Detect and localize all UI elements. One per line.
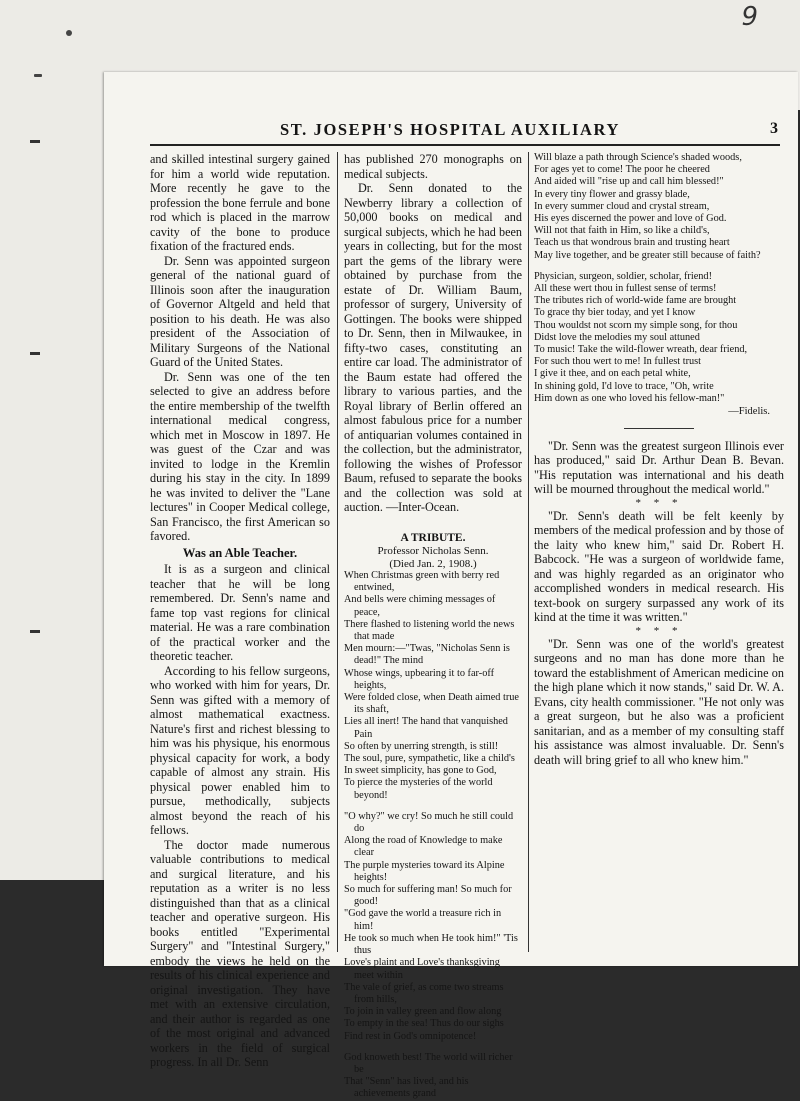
poem-line: When Christmas green with berry red entwined, — [344, 570, 500, 594]
section-subhead: Was an Able Teacher. — [182, 545, 298, 560]
poem-line: "O why?" we cry! So much he still could do — [344, 810, 514, 835]
poem-line: Will not that faith in Him, so like a child's, — [534, 225, 710, 237]
poem-title: A TRIBUTE. — [400, 531, 466, 544]
poem-line: Thou wouldst not scorn my simple song, for thou — [534, 319, 738, 331]
poem-line: Men mourn:—"Twas, "Nicholas Senn is dead!" The mind — [344, 643, 510, 667]
margin-tick — [30, 630, 40, 633]
poem-line: God knoweth best! The world will richer be — [344, 1051, 513, 1075]
poem-line: To join in valley green and flow along — [344, 1006, 502, 1018]
paragraph: According to his fellow surgeons, who worked with him for years, Dr. Senn was gifted with a memory of almost mathematical exactness. Nature's first and richest blessing to him was his physique, his enormous physical capacity for work, a body capable of almost any strain. His physical power enabled him to pursue, methodically, subjects almost beyond the reach of his fellows. — [150, 663, 330, 837]
poem-line: In shining gold, I'd love to trace, "Oh, write — [534, 380, 714, 392]
poem-line: Find rest in God's omnipotence! — [344, 1030, 477, 1042]
poem-line: He took so much when He took him!" 'Tis thus — [344, 932, 518, 957]
separator-stars: * * * — [635, 496, 683, 509]
poem-line: I give it thee, and on each petal white, — [534, 368, 691, 380]
quote-paragraph: "Dr. Senn was one of the world's greatest surgeons and no man has done more than he toward the establishment of American medicine on the high plane which it now stands," said Dr. W. A. Evans, city health commissioner. "He not only was a great surgeon, but he also was a proficient sanitarian, and as a member of my consulting staff his assistance was almost invaluable. Dr. Senn's death will bring grief to all who knew him." — [534, 636, 784, 767]
poem-line: Teach us that wondrous brain and trusting heart — [534, 237, 730, 249]
page-number: 3 — [770, 120, 778, 137]
poem-signature: —Fidelis. — [728, 406, 770, 418]
poem-line: The purple mysteries toward its Alpine heights! — [344, 859, 505, 883]
poem-subject: Professor Nicholas Senn. — [377, 545, 489, 557]
paragraph: The doctor made numerous valuable contributions to medical and surgical literature, and his reputation as a writer is no less distinguished than that as a clinical teacher and operative surgeon. His books entitled "Experimental Surgery" and "Intestinal Surgery," embody the views he held on the results of his clinical experience and original investigation. They have met with an extensive circulation, and their author is regarded as one of the most original and advanced workers in the field of surgical progress. In all Dr. Senn — [150, 837, 330, 1069]
poem-line: Didst love the melodies my soul attuned — [534, 331, 700, 343]
poem-line: Will blaze a path through Science's shaded woods, — [534, 152, 742, 163]
poem-line: Along the road of Knowledge to make clear — [344, 835, 503, 859]
poem-line: "God gave the world a treasure rich in him! — [344, 908, 502, 932]
stanza-break — [344, 802, 522, 811]
paragraph: Dr. Senn donated to the Newberry library a collection of 50,000 books on medical and surgical subjects, which he had been years in collecting, but for the most part the gems of the library were obtained by purchase from the estate of Dr. William Baum, professor of surgery, University of Gottingen. The books were shipped to Dr. Senn, then in Milwaukee, in fifty-two cases, constituting an entire car load. The administrator of the Baum estate had offered the library to various parties, and the Royal library of Berlin offered an almost fabulous price for a number of antiquarian volumes contained in the collection, but the administrator, following the wishes of Professor Baum, refused to separate the books and the collection was sold at auction. —Inter-Ocean. — [344, 181, 522, 514]
poem-body — [344, 570, 522, 1101]
poem-line: The soul, pure, sympathetic, like a child's — [344, 753, 515, 765]
column-divider — [528, 152, 529, 952]
section-rule — [624, 428, 694, 429]
poem-line: To music! Take the wild-flower wreath, dear friend, — [534, 344, 748, 356]
poem-line: To grace thy bier today, and yet I know — [534, 307, 696, 319]
left-margin-strip — [0, 110, 110, 880]
column-1 — [150, 152, 330, 1070]
paragraph: and skilled intestinal surgery gained for him a world wide reputation. More recently he gave to the profession the bone ferrule and bone rod which is placed in the marrow cavity of the bone to produce fixation of the fractured ends. — [150, 152, 330, 253]
ink-spot — [34, 74, 42, 77]
stanza-break — [534, 262, 784, 271]
poem-line: In every tiny flower and grassy blade, — [534, 188, 690, 200]
poem-line: To pierce the mysteries of the world beyond! — [344, 777, 493, 801]
page-header — [150, 118, 780, 146]
poem-line: The vale of grief, as come two streams from hills, — [344, 981, 504, 1005]
poem-line: There flashed to listening world the news that made — [344, 618, 515, 643]
poem-line: Were folded close, when Death aimed true its shaft, — [344, 692, 520, 716]
poem-line: For such thou wert to me! In fullest trust — [534, 356, 702, 368]
poem-line: And aided will "rise up and call him blessed!" — [534, 176, 724, 188]
poem-line: Whose wings, upbearing it to far-off heights, — [344, 667, 495, 691]
column-3 — [534, 152, 784, 767]
paragraph: Dr. Senn was one of the ten selected to give an address before the entire membership of the twelfth international medical congress, which met in Moscow in 1897. He was guest of the Czar and was invited to lodge in the Kremlin during his stay in the city. In 1899 he was invited to deliver the "Lane lectures" in Cooper Medical college, San Francisco, the first American so favored. — [150, 369, 330, 543]
corner-page-mark: 9 — [741, 2, 758, 32]
poem-line: All these wert thou in fullest sense of terms! — [534, 283, 717, 295]
poem-line: To empty in the sea! Thus do our sighs — [344, 1018, 504, 1030]
poem-line: So much for suffering man! So much for good! — [344, 884, 512, 908]
separator-stars: * * * — [635, 624, 683, 637]
column-2 — [344, 152, 522, 1101]
paragraph: Dr. Senn was appointed surgeon general of the national guard of Illinois soon after the inauguration of Governor Altgeld and held that position to his death. He was also president of the Association of Military Surgeons of the National Guard of the United States. — [150, 253, 330, 369]
poem-line: And bells were chiming messages of peace, — [344, 594, 496, 618]
poem-line: His eyes discerned the power and love of God. — [534, 213, 727, 225]
ink-spot — [66, 30, 72, 36]
column-divider — [337, 152, 338, 952]
poem-line: In every summer cloud and crystal stream, — [534, 200, 710, 212]
poem-line: For ages yet to come! The poor he cheered — [534, 164, 710, 176]
paragraph: has published 270 monographs on medical subjects. — [344, 152, 522, 181]
poem-continuation — [534, 152, 784, 405]
poem-line: That "Senn" has lived, and his achievements grand — [344, 1076, 469, 1100]
stanza-break — [344, 1043, 522, 1052]
publication-title: ST. JOSEPH'S HOSPITAL AUXILIARY — [280, 120, 620, 139]
margin-tick — [30, 140, 40, 143]
quote-paragraph: "Dr. Senn was the greatest surgeon Illinois ever has produced," said Dr. Arthur Dean B. Bevan. "His reputation was international and his death will be mourned throughout the medical world." — [534, 438, 784, 497]
poem-line: Physician, surgeon, soldier, scholar, friend! — [534, 270, 712, 282]
paragraph: It is as a surgeon and clinical teacher that he will be long remembered. Dr. Senn's name and fame top vast regions for clinical material. He was a rare combination of the practical worker and the theoretic teacher. — [150, 562, 330, 663]
newsletter-page — [104, 72, 798, 1100]
poem-line: So often by unerring strength, is still! — [344, 740, 499, 752]
poem-line: May live together, and be greater still because of faith? — [534, 249, 761, 261]
poem-line: Lies all inert! The hand that vanquished Pain — [344, 716, 508, 740]
poem-date: (Died Jan. 2, 1908.) — [389, 557, 477, 570]
poem-line: Him down as one who loved his fellow-man!" — [534, 392, 725, 404]
margin-tick — [30, 352, 40, 355]
poem-line: The tributes rich of world-wide fame are brought — [534, 295, 737, 307]
quote-paragraph: "Dr. Senn's death will be felt keenly by members of the medical profession and by those of the laity who knew him," said Dr. Robert H. Babcock. "He was a surgeon of worldwide fame, and was highly regarded as an originator who accomplished wonders in medical research. His text-book on surgery surpassed any work of its kind at the time it was written." — [534, 508, 784, 625]
poem-line: In sweet simplicity, has gone to God, — [344, 765, 497, 777]
poem-line: Love's plaint and Love's thanksgiving meet within — [344, 957, 500, 981]
